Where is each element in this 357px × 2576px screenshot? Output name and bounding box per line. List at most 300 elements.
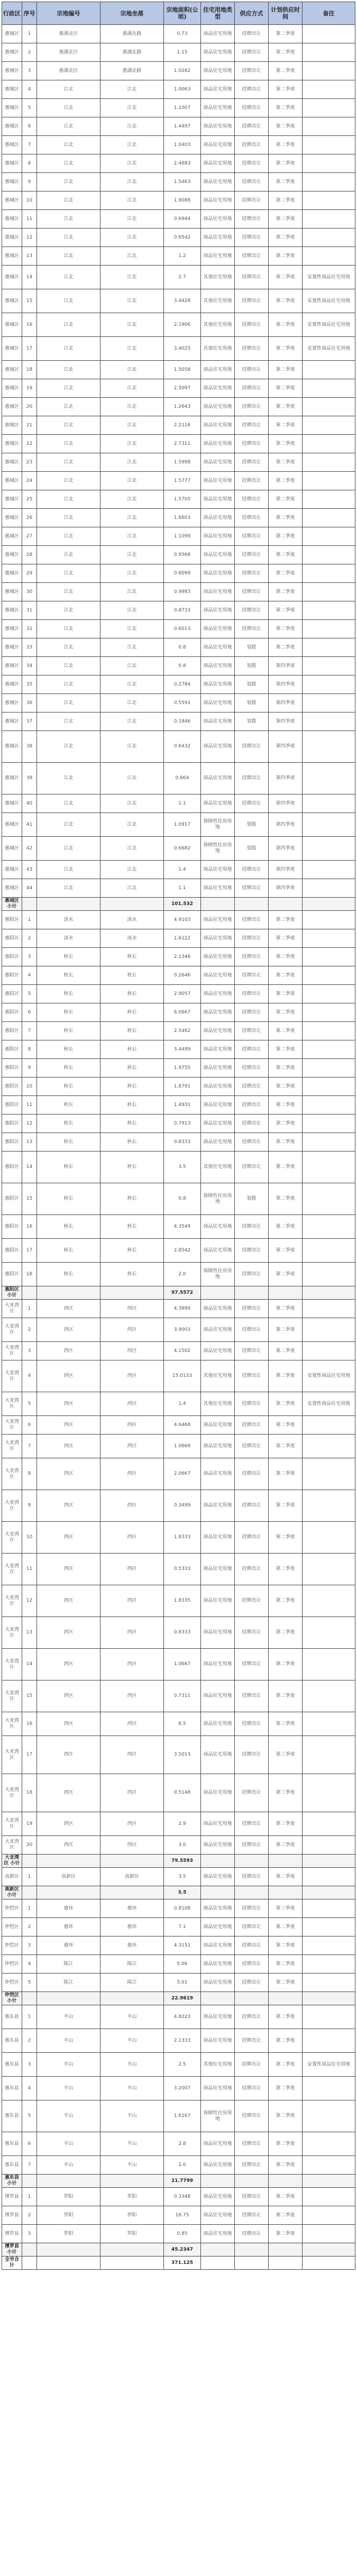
- cell-supply-method: 挂牌出让: [235, 1133, 269, 1152]
- cell-district: 惠阳区: [2, 1183, 22, 1215]
- cell-area: 1.8335: [164, 1585, 201, 1617]
- cell-supply-method: 挂牌出让: [235, 80, 269, 99]
- cell-parcel-id: 江北: [37, 583, 100, 601]
- cell-index: 7: [22, 1022, 37, 1040]
- cell-remarks: [303, 1040, 355, 1059]
- cell-supply-method: 挂牌出让: [235, 1522, 269, 1554]
- cell-location: 秋长: [100, 985, 164, 1003]
- cell-area: 0.6542: [164, 229, 201, 247]
- cell-area: 0.6682: [164, 837, 201, 861]
- cell-remarks: [303, 1286, 355, 1300]
- cell-supply-time: 第二季度: [269, 1239, 303, 1263]
- cell-area: 1.9755: [164, 1059, 201, 1077]
- cell-remarks: [303, 985, 355, 1003]
- cell-supply-time: 第四季度: [269, 794, 303, 813]
- cell-area: 2.0: [164, 1263, 201, 1286]
- cell-supply-time: 第二季度: [269, 1918, 303, 1936]
- cell-supply-method: 挂牌出让: [235, 2077, 269, 2100]
- cell-remarks: [303, 1649, 355, 1680]
- cell-area: 1.5705: [164, 490, 201, 509]
- cell-land-type: 商品住宅用地: [201, 2225, 235, 2243]
- cell-index: 19: [22, 379, 37, 398]
- cell-index: 11: [22, 1096, 37, 1115]
- header-supply-method: 供应方式: [235, 2, 269, 25]
- cell-supply-method: 划拨: [235, 657, 269, 675]
- cell-location: 秋长: [100, 1263, 164, 1286]
- cell-supply-method: 挂牌出让: [235, 43, 269, 62]
- cell-area: 0.3499: [164, 1490, 201, 1522]
- cell-parcel-id: 惠湖北区: [37, 25, 100, 43]
- cell-supply-time: [269, 898, 303, 911]
- cell-area: 0.8733: [164, 601, 201, 620]
- cell-district: 博罗县 小计: [2, 2243, 22, 2257]
- cell-supply-method: 挂牌出让: [235, 1868, 269, 1886]
- table-row: [2, 861, 355, 879]
- cell-location: 江北: [100, 435, 164, 453]
- cell-supply-method: 挂牌出让: [235, 1040, 269, 1059]
- cell-area: 1.1: [164, 794, 201, 813]
- cell-area: 3.5: [164, 1152, 201, 1183]
- table-row: [2, 435, 355, 453]
- table-row: [2, 1680, 355, 1712]
- cell-district: 仲恺区: [2, 1974, 22, 1992]
- cell-supply-method: [235, 898, 269, 911]
- cell-district: 惠城区: [2, 861, 22, 879]
- cell-parcel-id: 江北: [37, 657, 100, 675]
- table-row: [2, 1736, 355, 1774]
- cell-area: 1.5058: [164, 361, 201, 379]
- cell-land-type: 商品住宅用地: [201, 1774, 235, 1812]
- cell-supply-time: 第二季度: [269, 911, 303, 929]
- cell-location: 江北: [100, 601, 164, 620]
- cell-index: 1: [22, 25, 37, 43]
- cell-district: 惠东县: [2, 2029, 22, 2053]
- cell-remarks: [303, 2077, 355, 2100]
- cell-district: 全市合计: [2, 2257, 22, 2270]
- cell-remarks: [303, 929, 355, 948]
- cell-supply-method: [235, 1855, 269, 1868]
- cell-supply-time: 第二季度: [269, 1458, 303, 1490]
- cell-parcel-id: 淡水: [37, 929, 100, 948]
- table-row: [2, 2053, 355, 2077]
- cell-parcel-id: 平山: [37, 2005, 100, 2029]
- cell-land-type: [201, 2257, 235, 2270]
- cell-parcel-id: 江北: [37, 509, 100, 527]
- cell-location: 秋长: [100, 1239, 164, 1263]
- cell-area: 1.1007: [164, 99, 201, 117]
- cell-district: 惠城区: [2, 763, 22, 794]
- cell-location: 江北: [100, 794, 164, 813]
- cell-supply-method: 挂牌出让: [235, 490, 269, 509]
- cell-location: [100, 2175, 164, 2188]
- cell-parcel-id: 江北: [37, 379, 100, 398]
- cell-remarks: [303, 527, 355, 546]
- cell-supply-time: [269, 2175, 303, 2188]
- cell-area: 2.9057: [164, 985, 201, 1003]
- cell-area: 0.8: [164, 657, 201, 675]
- cell-parcel-id: 江北: [37, 154, 100, 173]
- cell-district: 惠城区: [2, 657, 22, 675]
- table-row: [2, 1392, 355, 1416]
- cell-location: 惠湖北路: [100, 43, 164, 62]
- cell-remarks: [303, 1096, 355, 1115]
- cell-index: 6: [22, 117, 37, 136]
- cell-location: 江北: [100, 472, 164, 490]
- cell-location: 江北: [100, 657, 164, 675]
- cell-land-type: 商品住宅用地: [201, 2206, 235, 2225]
- table-row: [2, 794, 355, 813]
- cell-area: 0.5148: [164, 1774, 201, 1812]
- cell-location: [100, 1886, 164, 1899]
- cell-area: 4.3999: [164, 1300, 201, 1318]
- cell-location: 秋长: [100, 1115, 164, 1133]
- table-row: [2, 2029, 355, 2053]
- cell-remarks: [303, 2005, 355, 2029]
- cell-index: [22, 898, 37, 911]
- cell-parcel-id: 江北: [37, 879, 100, 898]
- cell-parcel-id: 江北: [37, 694, 100, 712]
- table-row: [2, 1300, 355, 1318]
- cell-supply-time: 第二季度: [269, 601, 303, 620]
- cell-supply-method: 挂牌出让: [235, 1836, 269, 1855]
- cell-district: 惠城区: [2, 289, 22, 313]
- cell-supply-method: 挂牌出让: [235, 1649, 269, 1680]
- cell-supply-method: 挂牌出让: [235, 398, 269, 416]
- cell-land-type: 商品住宅用地: [201, 1868, 235, 1886]
- cell-land-type: 其他住宅用地: [201, 266, 235, 289]
- cell-area: 2.1333: [164, 2029, 201, 2053]
- cell-remarks: [303, 1585, 355, 1617]
- cell-remarks: [303, 1774, 355, 1812]
- cell-remarks: [303, 1183, 355, 1215]
- table-row: [2, 1974, 355, 1992]
- table-row: [2, 1318, 355, 1342]
- cell-parcel-id: 西区: [37, 1416, 100, 1435]
- cell-parcel-id: 平山: [37, 2132, 100, 2156]
- cell-area: 2.5462: [164, 1022, 201, 1040]
- cell-remarks: [303, 1855, 355, 1868]
- cell-location: 平山: [100, 2132, 164, 2156]
- cell-supply-method: 挂牌出让: [235, 2188, 269, 2206]
- cell-supply-method: 挂牌出让: [235, 601, 269, 620]
- cell-land-type: 商品住宅用地: [201, 601, 235, 620]
- cell-parcel-id: 西区: [37, 1836, 100, 1855]
- cell-parcel-id: [37, 898, 100, 911]
- cell-area: 2.9: [164, 1812, 201, 1836]
- cell-location: 江北: [100, 289, 164, 313]
- cell-location: 秋长: [100, 1022, 164, 1040]
- cell-area: 3.4428: [164, 289, 201, 313]
- cell-supply-time: 第二季度: [269, 948, 303, 966]
- cell-supply-method: 挂牌出让: [235, 2225, 269, 2243]
- cell-supply-time: 第二季度: [269, 2053, 303, 2077]
- cell-remarks: [303, 1133, 355, 1152]
- cell-parcel-id: 秋长: [37, 1263, 100, 1286]
- cell-remarks: [303, 361, 355, 379]
- cell-remarks: [303, 1490, 355, 1522]
- cell-parcel-id: 秋长: [37, 1239, 100, 1263]
- cell-supply-method: 挂牌出让: [235, 527, 269, 546]
- cell-area: 45.2347: [164, 2243, 201, 2257]
- table-row: [2, 731, 355, 763]
- cell-land-type: 商品住宅用地: [201, 398, 235, 416]
- cell-area: 0.8: [164, 638, 201, 657]
- cell-land-type: [201, 1992, 235, 2005]
- cell-parcel-id: 惠湖北区: [37, 43, 100, 62]
- cell-land-type: 商品住宅用地: [201, 173, 235, 191]
- subtotal-row: [2, 1992, 355, 2005]
- cell-land-type: 其他住宅用地: [201, 1152, 235, 1183]
- cell-supply-time: 第二季度: [269, 2132, 303, 2156]
- cell-remarks: [303, 1918, 355, 1936]
- cell-area: 21.7799: [164, 2175, 201, 2188]
- cell-supply-time: 第二季度: [269, 1490, 303, 1522]
- cell-district: 惠城区: [2, 117, 22, 136]
- cell-area: 2.2116: [164, 416, 201, 435]
- cell-land-type: 商品住宅用地: [201, 985, 235, 1003]
- cell-location: 江北: [100, 675, 164, 694]
- cell-parcel-id: 江北: [37, 472, 100, 490]
- cell-parcel-id: [37, 1286, 100, 1300]
- cell-supply-method: 挂牌出让: [235, 1215, 269, 1239]
- cell-remarks: 安置性商品住宅用地: [303, 1392, 355, 1416]
- cell-supply-time: 第二季度: [269, 1955, 303, 1974]
- cell-parcel-id: 秋长: [37, 966, 100, 985]
- cell-remarks: [303, 1936, 355, 1955]
- cell-location: 惠环: [100, 1899, 164, 1918]
- cell-location: 秋长: [100, 1152, 164, 1183]
- cell-parcel-id: 秋长: [37, 1077, 100, 1096]
- cell-supply-method: 划拨: [235, 712, 269, 731]
- cell-land-type: 商品住宅用地: [201, 117, 235, 136]
- cell-district: 惠城区 小计: [2, 898, 22, 911]
- table-row: [2, 1490, 355, 1522]
- cell-district: 大亚湾区: [2, 1360, 22, 1392]
- cell-district: 惠阳区: [2, 1115, 22, 1133]
- cell-remarks: [303, 435, 355, 453]
- cell-supply-method: 挂牌出让: [235, 435, 269, 453]
- cell-location: 江北: [100, 763, 164, 794]
- cell-land-type: 商品住宅用地: [201, 1554, 235, 1585]
- cell-supply-method: 挂牌出让: [235, 136, 269, 154]
- cell-index: 3: [22, 2053, 37, 2077]
- cell-land-type: 商品住宅用地: [201, 638, 235, 657]
- cell-remarks: [303, 2188, 355, 2206]
- cell-parcel-id: 西区: [37, 1360, 100, 1392]
- header-area: 宗地面积(公顷): [164, 2, 201, 25]
- cell-district: 惠城区: [2, 879, 22, 898]
- cell-index: 19: [22, 1812, 37, 1836]
- cell-remarks: [303, 80, 355, 99]
- header-parcel-id: 宗地编号: [37, 2, 100, 25]
- cell-index: [22, 1855, 37, 1868]
- cell-district: 惠城区: [2, 601, 22, 620]
- cell-remarks: [303, 2156, 355, 2175]
- table-row: [2, 43, 355, 62]
- cell-supply-method: [235, 2257, 269, 2270]
- cell-area: 2.4683: [164, 154, 201, 173]
- cell-district: 惠城区: [2, 398, 22, 416]
- cell-district: 惠阳区: [2, 1133, 22, 1152]
- cell-supply-time: 第二季度: [269, 1416, 303, 1435]
- cell-remarks: [303, 1342, 355, 1360]
- cell-location: 秋长: [100, 948, 164, 966]
- table-row: [2, 1022, 355, 1040]
- cell-parcel-id: 高新区: [37, 1868, 100, 1886]
- cell-district: 大亚湾区: [2, 1680, 22, 1712]
- cell-parcel-id: 秋长: [37, 1096, 100, 1115]
- cell-index: 1: [22, 2188, 37, 2206]
- cell-parcel-id: 平山: [37, 2029, 100, 2053]
- cell-index: 4: [22, 2077, 37, 2100]
- cell-remarks: [303, 117, 355, 136]
- cell-land-type: 商品住宅用地: [201, 136, 235, 154]
- cell-parcel-id: 惠环: [37, 1918, 100, 1936]
- cell-district: 惠阳区: [2, 929, 22, 948]
- cell-index: 16: [22, 1712, 37, 1736]
- cell-supply-method: 挂牌出让: [235, 173, 269, 191]
- cell-supply-method: 挂牌出让: [235, 2053, 269, 2077]
- cell-index: 3: [22, 1936, 37, 1955]
- cell-parcel-id: 秋长: [37, 1040, 100, 1059]
- cell-remarks: [303, 657, 355, 675]
- cell-parcel-id: 西区: [37, 1554, 100, 1585]
- cell-location: 江北: [100, 813, 164, 837]
- cell-remarks: [303, 62, 355, 80]
- cell-remarks: [303, 712, 355, 731]
- cell-location: 江北: [100, 154, 164, 173]
- cell-location: 平山: [100, 2029, 164, 2053]
- cell-remarks: [303, 638, 355, 657]
- cell-district: 惠阳区 小计: [2, 1286, 22, 1300]
- cell-land-type: 保障性住房用地: [201, 813, 235, 837]
- cell-district: 惠城区: [2, 361, 22, 379]
- cell-district: 惠城区: [2, 638, 22, 657]
- cell-supply-time: 第二季度: [269, 546, 303, 564]
- cell-parcel-id: 江北: [37, 453, 100, 472]
- cell-index: 13: [22, 1133, 37, 1152]
- cell-remarks: [303, 1318, 355, 1342]
- cell-remarks: [303, 1736, 355, 1774]
- cell-district: 大亚湾区: [2, 1342, 22, 1360]
- cell-supply-time: 第二季度: [269, 2206, 303, 2225]
- cell-index: 5: [22, 985, 37, 1003]
- cell-land-type: 商品住宅用地: [201, 2132, 235, 2156]
- cell-supply-method: [235, 1992, 269, 2005]
- table-row: [2, 527, 355, 546]
- cell-parcel-id: 西区: [37, 1522, 100, 1554]
- cell-index: 16: [22, 1215, 37, 1239]
- table-row: [2, 546, 355, 564]
- cell-land-type: 商品住宅用地: [201, 620, 235, 638]
- cell-index: [22, 2175, 37, 2188]
- cell-parcel-id: [37, 1855, 100, 1868]
- cell-index: 35: [22, 675, 37, 694]
- table-row: [2, 694, 355, 712]
- table-row: [2, 620, 355, 638]
- cell-land-type: 商品住宅用地: [201, 966, 235, 985]
- cell-parcel-id: 西区: [37, 1490, 100, 1522]
- cell-remarks: [303, 1554, 355, 1585]
- header-remarks: 备注: [303, 2, 355, 25]
- cell-area: 101.532: [164, 898, 201, 911]
- table-row: [2, 136, 355, 154]
- cell-supply-method: 挂牌出让: [235, 99, 269, 117]
- cell-area: 0.6944: [164, 210, 201, 229]
- cell-remarks: [303, 1974, 355, 1992]
- cell-district: 仲恺区: [2, 1936, 22, 1955]
- cell-supply-method: 挂牌出让: [235, 583, 269, 601]
- cell-land-type: 商品住宅用地: [201, 1059, 235, 1077]
- cell-district: 仲恺区 小计: [2, 1992, 22, 2005]
- cell-remarks: [303, 1458, 355, 1490]
- cell-supply-time: 第二季度: [269, 638, 303, 657]
- cell-supply-time: 第二季度: [269, 2077, 303, 2100]
- cell-supply-method: 挂牌出让: [235, 911, 269, 929]
- table-row: [2, 1899, 355, 1918]
- subtotal-row: [2, 2243, 355, 2257]
- cell-area: 1.2643: [164, 398, 201, 416]
- cell-supply-method: 挂牌出让: [235, 1554, 269, 1585]
- cell-supply-time: 第三季度: [269, 1712, 303, 1736]
- cell-index: 37: [22, 712, 37, 731]
- table-row: [2, 929, 355, 948]
- cell-supply-time: 第三季度: [269, 1774, 303, 1812]
- cell-remarks: [303, 154, 355, 173]
- cell-supply-method: 划拨: [235, 694, 269, 712]
- cell-location: 西区: [100, 1416, 164, 1435]
- cell-district: 惠城区: [2, 675, 22, 694]
- cell-supply-method: 挂牌出让: [235, 453, 269, 472]
- cell-land-type: 商品住宅用地: [201, 247, 235, 266]
- cell-supply-method: 挂牌出让: [235, 794, 269, 813]
- table-row: [2, 154, 355, 173]
- cell-area: 0.6013: [164, 620, 201, 638]
- cell-parcel-id: 西区: [37, 1617, 100, 1649]
- cell-land-type: 商品住宅用地: [201, 929, 235, 948]
- cell-supply-method: 划拨: [235, 837, 269, 861]
- cell-parcel-id: 江北: [37, 247, 100, 266]
- cell-parcel-id: 西区: [37, 1300, 100, 1318]
- cell-location: 秋长: [100, 1077, 164, 1096]
- cell-index: 5: [22, 1974, 37, 1992]
- cell-location: 江北: [100, 546, 164, 564]
- cell-parcel-id: 秋长: [37, 1115, 100, 1133]
- cell-district: 惠城区: [2, 509, 22, 527]
- cell-location: 江北: [100, 879, 164, 898]
- cell-district: 大亚湾区: [2, 1458, 22, 1490]
- cell-district: 惠城区: [2, 712, 22, 731]
- cell-area: 3.4025: [164, 337, 201, 361]
- cell-land-type: 商品住宅用地: [201, 453, 235, 472]
- cell-parcel-id: 江北: [37, 712, 100, 731]
- cell-parcel-id: 西区: [37, 1585, 100, 1617]
- cell-remarks: [303, 1836, 355, 1855]
- cell-supply-method: 挂牌出让: [235, 2005, 269, 2029]
- cell-supply-time: 第二季度: [269, 191, 303, 210]
- cell-parcel-id: 江北: [37, 173, 100, 191]
- cell-district: 惠城区: [2, 266, 22, 289]
- cell-index: 23: [22, 453, 37, 472]
- cell-parcel-id: 江北: [37, 191, 100, 210]
- cell-parcel-id: 西区: [37, 1318, 100, 1342]
- cell-remarks: [303, 1059, 355, 1077]
- cell-district: 大亚湾区: [2, 1435, 22, 1458]
- land-supply-table: [2, 2, 355, 2270]
- cell-parcel-id: 西区: [37, 1342, 100, 1360]
- cell-remarks: [303, 43, 355, 62]
- cell-index: [22, 1992, 37, 2005]
